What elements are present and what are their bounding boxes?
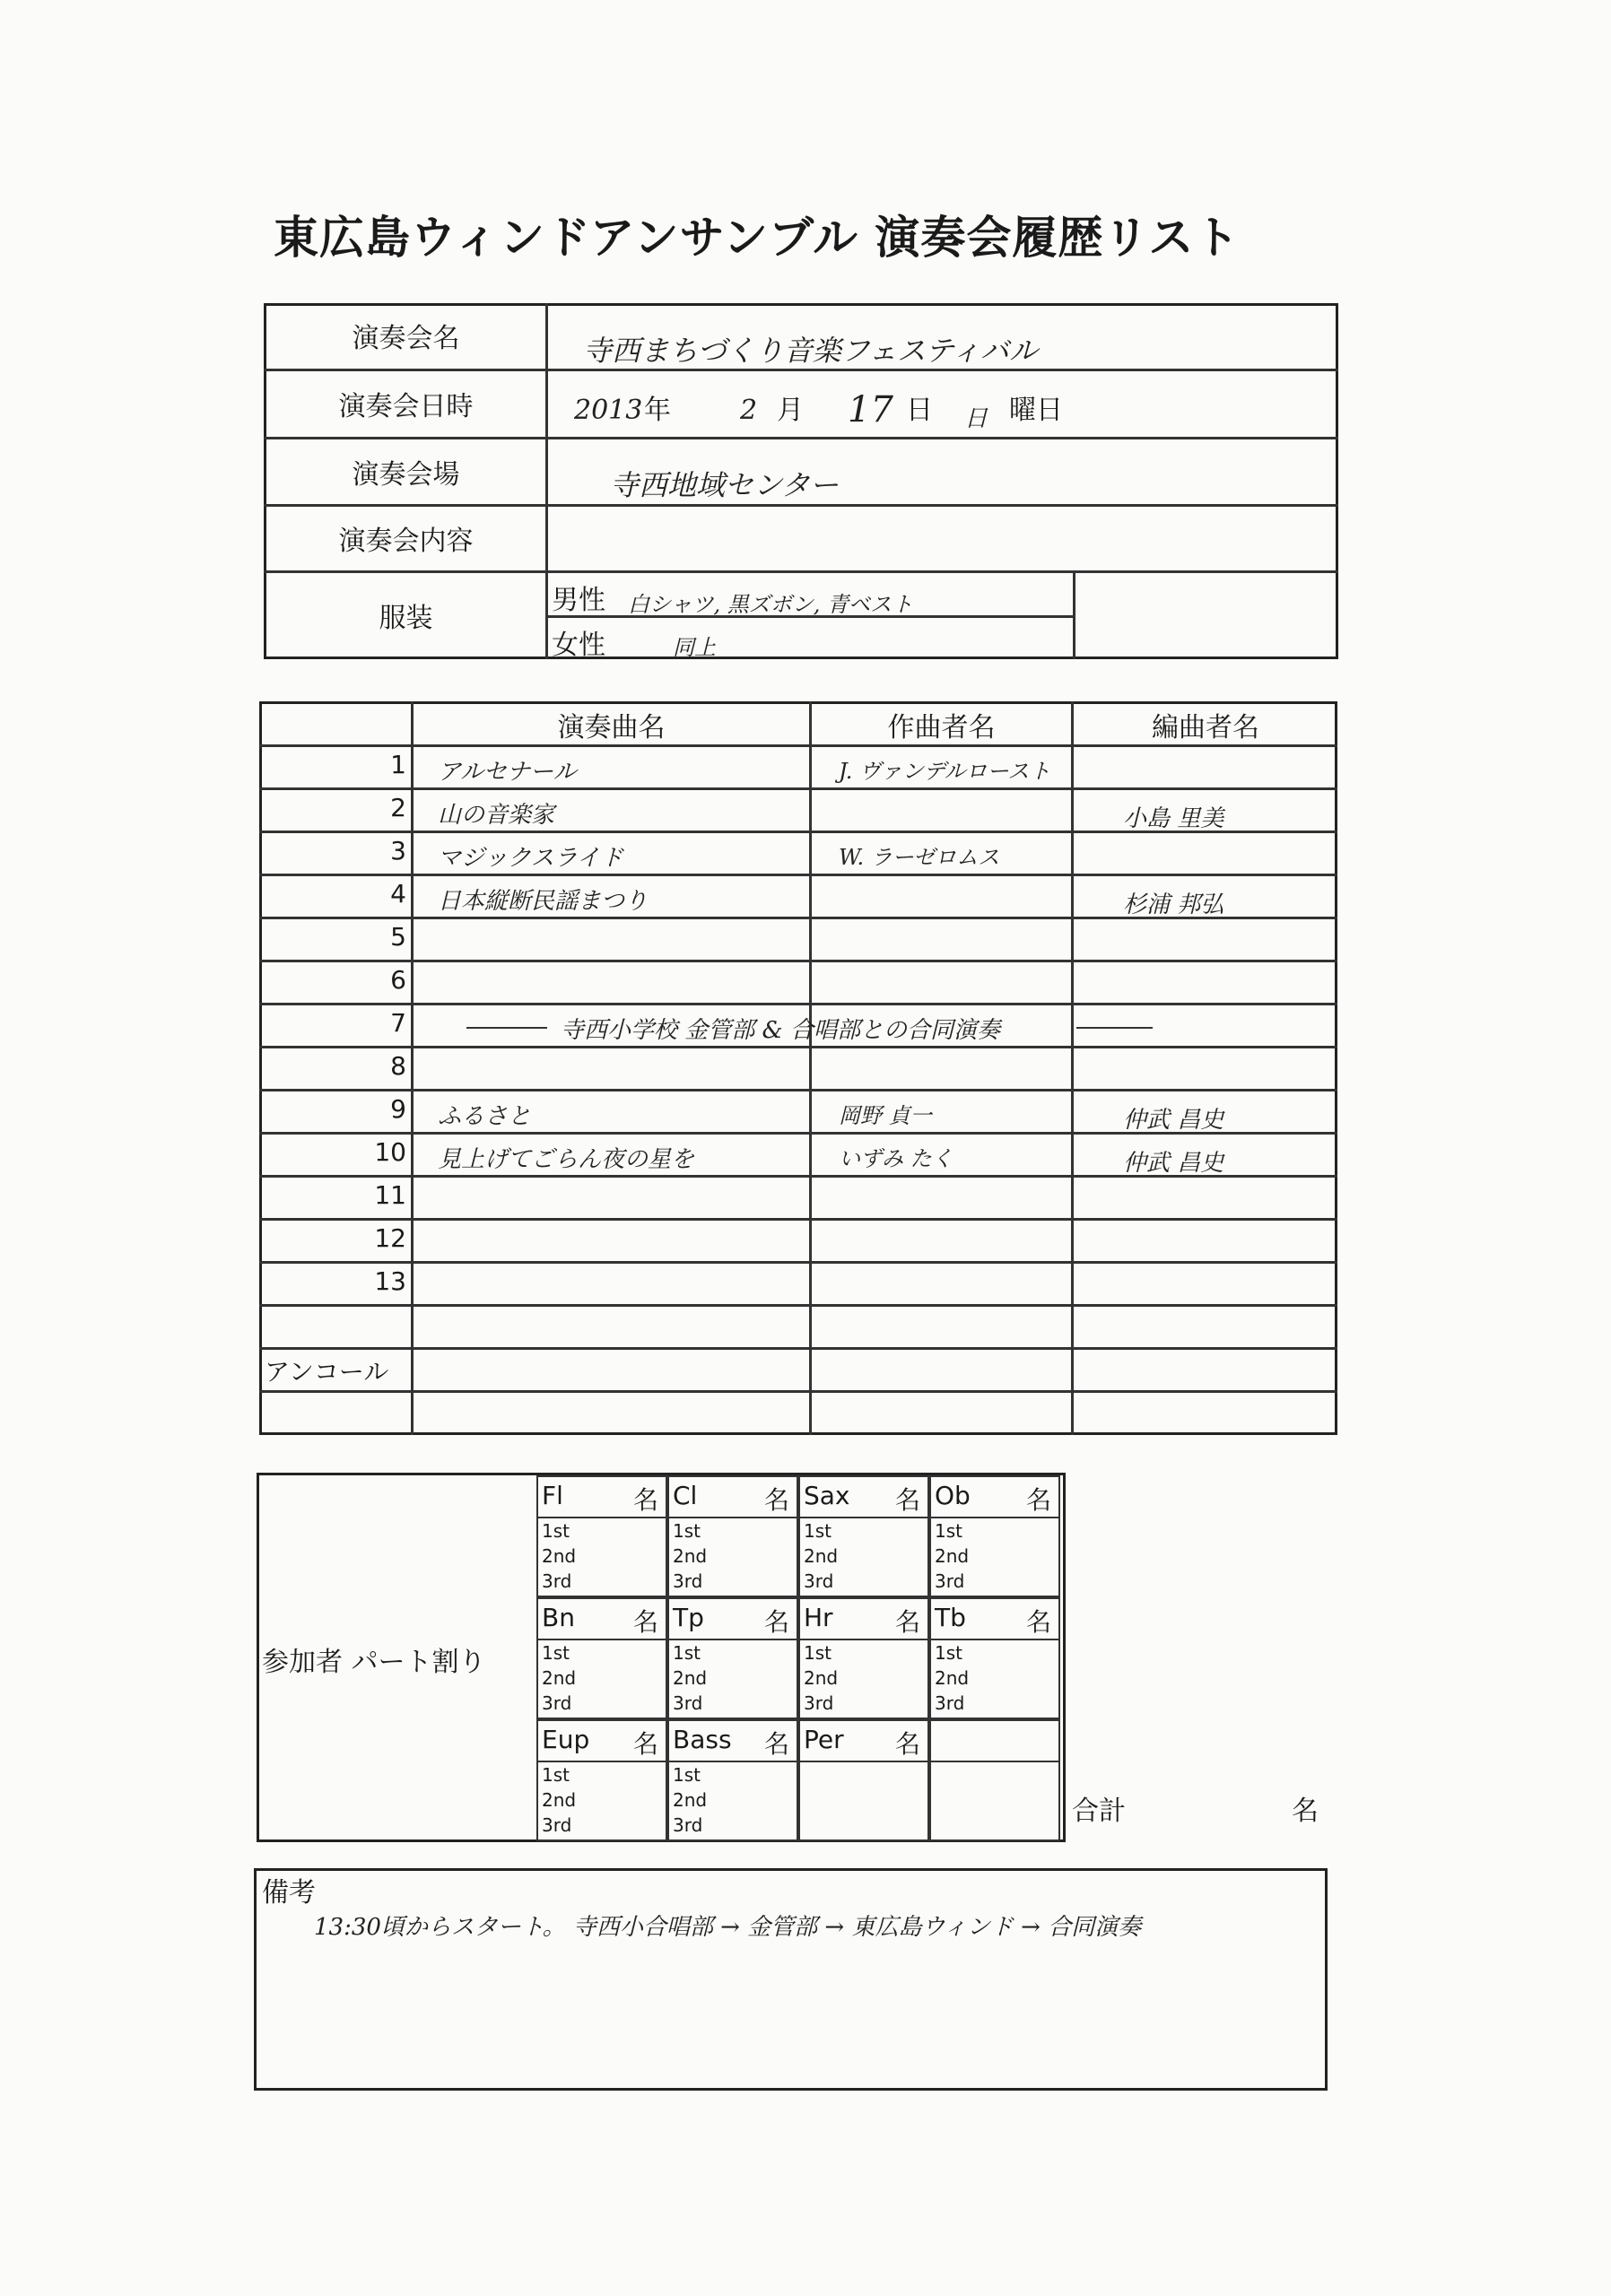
month-unit: 月: [777, 395, 804, 426]
part-level: 3rd: [804, 1570, 834, 1592]
concert-name-value: 寺西まちづくり音楽フェスティバル: [583, 334, 1038, 368]
composer-name: W. ラーゼロムス: [839, 845, 1000, 870]
male-dress-value: 白シャツ, 黒ズボン, 青ベスト: [628, 592, 914, 617]
composer-name: いずみ たく: [839, 1146, 954, 1171]
part-levels: [673, 1762, 707, 1838]
part-levels: [935, 1518, 969, 1594]
part-level: 3rd: [673, 1814, 703, 1836]
arranger-name: 仲武 昌史: [1123, 1107, 1224, 1134]
part-instrument: Hr: [804, 1603, 833, 1632]
remarks-label: 備考: [262, 1877, 316, 1909]
row-divider: [259, 1175, 1337, 1178]
part-level: 3rd: [804, 1692, 834, 1714]
part-instrument: Bass: [673, 1725, 732, 1754]
part-level: 3rd: [542, 1814, 572, 1836]
song-title: 山の音楽家: [438, 802, 555, 829]
part-name-unit: 名: [764, 1485, 790, 1515]
row-divider: [259, 1003, 1337, 1005]
row-divider: [259, 744, 1337, 747]
total-unit: 名: [1292, 1796, 1319, 1827]
part-levels: [673, 1640, 707, 1716]
row-number: 5: [390, 922, 406, 952]
part-header-divider: [929, 1761, 1060, 1762]
part-name-unit: 名: [1026, 1485, 1052, 1515]
remarks-box: [254, 1868, 1328, 2091]
dress-label: 服装: [379, 603, 433, 634]
composer-name: 岡野 貞一: [839, 1103, 932, 1128]
row7-note-line-left: [466, 1027, 547, 1029]
part-instrument: Tp: [673, 1603, 704, 1632]
part-levels: [542, 1640, 576, 1716]
part-level: 1st: [935, 1642, 962, 1664]
part-cell: [929, 1719, 1060, 1841]
row-number: 12: [374, 1223, 406, 1253]
page-title: 東広島ウィンドアンサンブル 演奏会履歴リスト: [274, 212, 1241, 264]
part-level: 1st: [935, 1520, 962, 1542]
row-divider: [259, 1046, 1337, 1048]
part-level: 2nd: [542, 1545, 577, 1567]
part-levels: [804, 1640, 838, 1716]
remarks-text: 13:30頃からスタート。 寺西小合唱部 → 金管部 → 東広島ウィンド → 合同演奏: [314, 1914, 1142, 1941]
header-arranger: 編曲者名: [1152, 712, 1259, 744]
row-number: 7: [390, 1008, 406, 1038]
weekday-unit: 曜日: [1009, 395, 1063, 426]
part-name-unit: 名: [633, 1607, 659, 1637]
row-divider: [259, 831, 1337, 833]
part-level: 2nd: [542, 1789, 577, 1811]
part-level: 3rd: [935, 1692, 965, 1714]
part-level: 2nd: [804, 1545, 839, 1567]
part-level: 1st: [804, 1642, 832, 1664]
part-level: 1st: [673, 1642, 701, 1664]
part-level: 2nd: [542, 1667, 577, 1689]
venue-label: 演奏会場: [352, 459, 460, 491]
row-number: 10: [374, 1137, 406, 1167]
part-level: 2nd: [673, 1667, 708, 1689]
part-name-unit: 名: [633, 1729, 659, 1759]
part-level: 3rd: [542, 1570, 572, 1592]
part-levels: [804, 1518, 838, 1594]
part-name-unit: 名: [764, 1607, 790, 1637]
part-header-divider: [798, 1761, 929, 1762]
part-instrument: Ob: [935, 1481, 971, 1510]
row-number: 13: [374, 1266, 406, 1296]
part-levels: [542, 1762, 576, 1838]
part-instrument: Eup: [542, 1725, 590, 1754]
concert-name-label: 演奏会名: [352, 323, 460, 354]
row-number: 8: [390, 1051, 406, 1081]
part-level: 2nd: [673, 1545, 708, 1567]
song-title: マジックスライド: [438, 845, 623, 872]
part-level: 3rd: [673, 1570, 703, 1592]
part-levels: [673, 1518, 707, 1594]
part-name-unit: 名: [764, 1729, 790, 1759]
part-level: 3rd: [673, 1692, 703, 1714]
concert-date-label: 演奏会日時: [338, 391, 474, 422]
part-level: 1st: [673, 1520, 701, 1542]
content-label: 演奏会内容: [338, 526, 474, 557]
part-name-unit: 名: [895, 1607, 921, 1637]
row-number: 1: [390, 750, 406, 779]
part-level: 1st: [542, 1642, 570, 1664]
part-level: 1st: [542, 1520, 570, 1542]
date-year: 2013: [574, 395, 643, 426]
part-instrument: Fl: [542, 1481, 563, 1510]
row7-note-line-right: [1076, 1027, 1153, 1029]
part-level: 2nd: [935, 1667, 970, 1689]
part-levels: [542, 1518, 576, 1594]
part-levels: [935, 1640, 969, 1716]
arranger-name: 杉浦 邦弘: [1123, 891, 1224, 918]
row-number: 3: [390, 836, 406, 865]
row-number: 9: [390, 1094, 406, 1124]
part-level: 1st: [542, 1764, 570, 1786]
part-instrument: Sax: [804, 1481, 850, 1510]
part-level: 1st: [804, 1520, 832, 1542]
part-name-unit: 名: [895, 1729, 921, 1759]
arranger-name: 小島 里美: [1123, 805, 1224, 832]
row-number: 2: [390, 793, 406, 822]
part-instrument: Bn: [542, 1603, 575, 1632]
part-level: 1st: [673, 1764, 701, 1786]
row-divider: [259, 1218, 1337, 1221]
header-song-title: 演奏曲名: [557, 712, 666, 744]
part-level: 2nd: [673, 1789, 708, 1811]
part-name-unit: 名: [633, 1485, 659, 1515]
part-level: 3rd: [542, 1692, 572, 1714]
date-month: 2: [740, 395, 758, 426]
date-weekday: 日: [964, 405, 988, 432]
male-label: 男性: [552, 585, 605, 616]
song-title: アルセナール: [438, 759, 577, 786]
day-unit: 日: [906, 395, 933, 426]
part-instrument: Tb: [935, 1603, 966, 1632]
part-level: 2nd: [804, 1667, 839, 1689]
row-divider: [259, 1304, 1337, 1307]
row-divider: [259, 1261, 1337, 1264]
composer-name: J. ヴァンデルロースト: [839, 759, 1051, 784]
row-number: 6: [390, 965, 406, 995]
row-divider: [259, 1089, 1337, 1091]
venue-value: 寺西地域センター: [610, 468, 839, 502]
row-divider: [259, 917, 1337, 919]
year-unit: 年: [644, 395, 671, 426]
song-title: ふるさと: [438, 1103, 532, 1130]
part-level: 2nd: [935, 1545, 970, 1567]
song-title: 日本縦断民謡まつり: [438, 888, 649, 915]
arranger-name: 仲武 昌史: [1123, 1150, 1224, 1177]
row-number: 4: [390, 879, 406, 909]
row7-note: 寺西小学校 金管部 & 合唱部との合同演奏: [561, 1017, 1000, 1044]
female-dress-value: 同上: [673, 635, 716, 660]
part-name-unit: 名: [895, 1485, 921, 1515]
song-title: 見上げてごらん夜の星を: [438, 1146, 695, 1173]
part-name-unit: 名: [1026, 1607, 1052, 1637]
row-divider: [259, 1347, 1337, 1350]
date-day: 17: [848, 389, 893, 430]
part-level: 3rd: [935, 1570, 965, 1592]
row-divider: [259, 1390, 1337, 1393]
row-divider: [259, 960, 1337, 962]
parts-label: 参加者 パート割り: [262, 1647, 486, 1678]
header-composer: 作曲者名: [887, 712, 996, 744]
total-label: 合計: [1072, 1796, 1126, 1827]
row-number: 11: [374, 1180, 406, 1210]
part-instrument: Cl: [673, 1481, 698, 1510]
row-divider: [259, 787, 1337, 790]
row-divider: [259, 874, 1337, 876]
row-number: アンコール: [265, 1357, 389, 1387]
part-instrument: Per: [804, 1725, 844, 1754]
female-label: 女性: [552, 630, 605, 661]
row-divider: [259, 1132, 1337, 1135]
